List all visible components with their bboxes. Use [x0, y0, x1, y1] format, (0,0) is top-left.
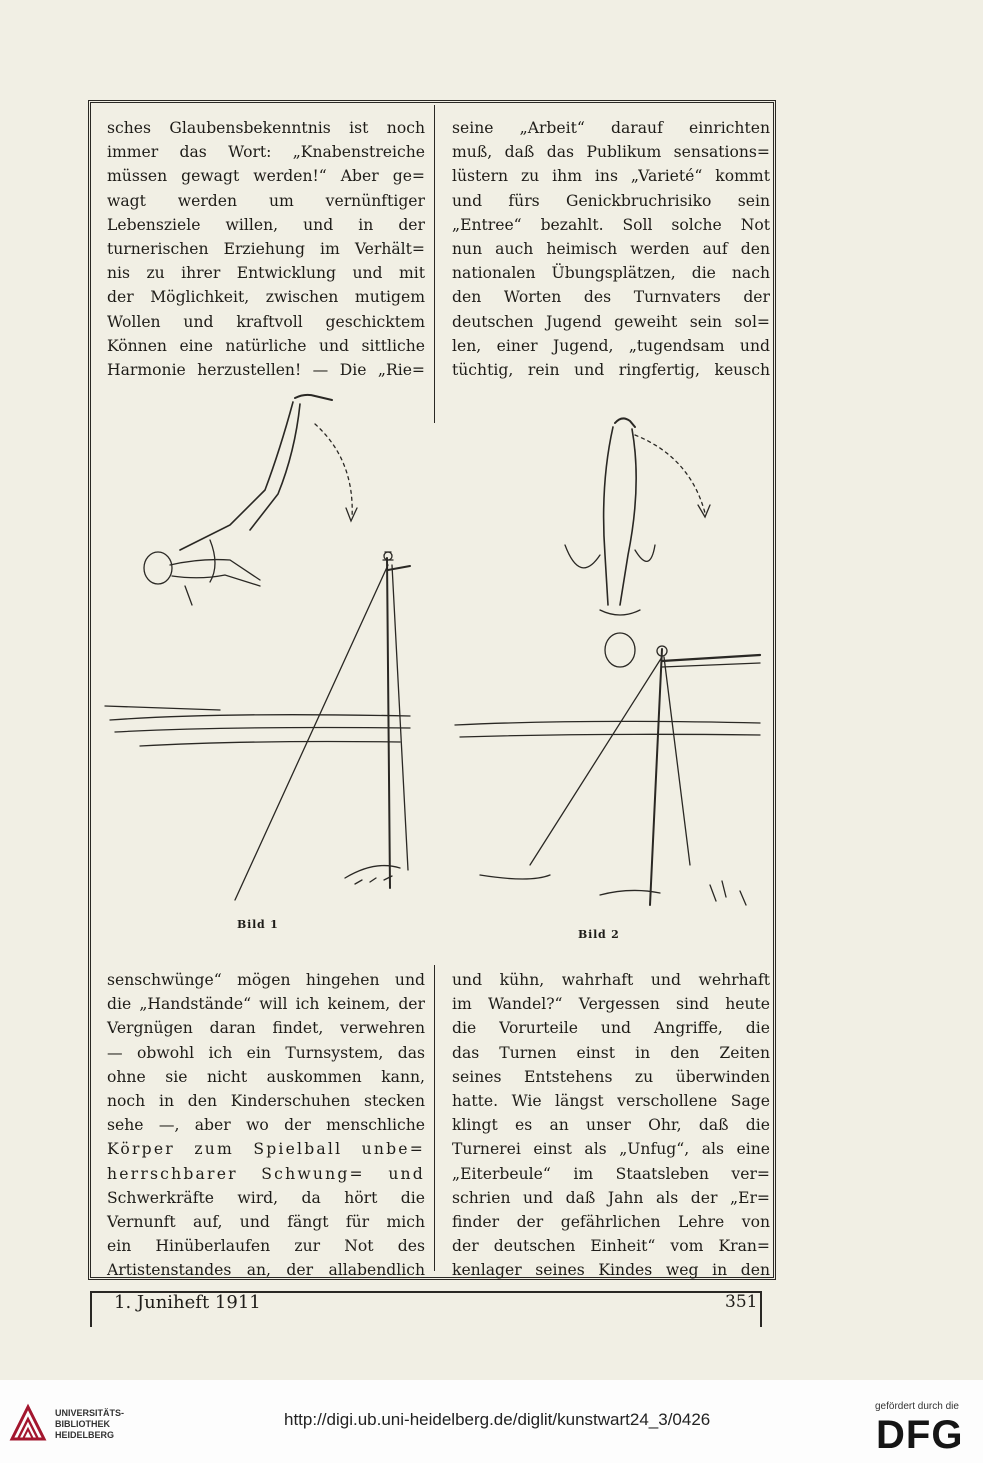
text-line: „Entree“ bezahlt. Soll solche Not	[452, 215, 770, 234]
figure-caption-2: Bild 2	[578, 928, 620, 941]
column-divider-bottom	[434, 965, 435, 1271]
text-column-left-top	[107, 116, 425, 382]
text-column-left-bottom	[107, 968, 425, 1283]
text-line: die Vorurteile und Angriffe, die	[452, 1019, 770, 1038]
library-name-line: HEIDELBERG	[55, 1430, 115, 1440]
column-divider-top	[434, 105, 435, 423]
text-line: muß, daß das Publikum sensations=	[452, 143, 770, 162]
university-library-logo-icon	[8, 1403, 48, 1443]
text-line: nun auch heimisch werden auf den	[452, 240, 770, 259]
source-url-link[interactable]: http://digi.ub.uni-heidelberg.de/diglit/kunstwart24_3/0426	[284, 1410, 711, 1429]
text-line: Vergnügen daran findet, verwehren	[107, 1019, 425, 1038]
text-line: immer das Wort: „Knabenstreiche	[107, 143, 425, 162]
text-line: Körper zum Spielball unbe=	[107, 1140, 425, 1159]
dfg-logo: DFG	[876, 1413, 964, 1457]
text-line: der Möglichkeit, zwischen mutigem	[107, 288, 425, 307]
text-line: sches Glaubensbekenntnis ist noch	[107, 119, 425, 137]
university-library-name	[55, 1408, 124, 1441]
text-line: klingt es an unser Ohr, daß die	[452, 1116, 770, 1135]
text-line: turnerischen Erziehung im Verhält=	[107, 240, 425, 259]
text-line: nis zu ihrer Entwicklung und mit	[107, 264, 425, 283]
text-line: herrschbarer Schwung= und	[107, 1164, 425, 1183]
library-name-line: UNIVERSITÄTS-	[55, 1408, 125, 1418]
page-number: 351	[725, 1292, 758, 1312]
text-line: — obwohl ich ein Turnsystem, das	[107, 1043, 425, 1062]
text-line: der deutschen Einheit“ vom Kran=	[452, 1237, 770, 1256]
text-line: len, einer Jugend, „tugendsam und	[452, 336, 770, 355]
text-line: „Eiterbeule“ im Staatsleben ver=	[452, 1164, 770, 1183]
text-column-right-bottom	[452, 968, 770, 1283]
text-line: kenlager seines Kindes weg in den	[452, 1261, 770, 1280]
text-line: seines Entstehens zu überwinden	[452, 1067, 770, 1086]
issue-label: 1. Juniheft 1911	[114, 1292, 261, 1313]
text-line: Wollen und kraftvoll geschicktem	[107, 312, 425, 331]
text-line: finder der gefährlichen Lehre von	[452, 1213, 770, 1232]
text-line: lüstern zu ihm ins „Varieté“ kommt	[452, 167, 770, 186]
text-line: noch in den Kinderschuhen stecken	[107, 1092, 425, 1111]
text-line: im Wandel?“ Vergessen sind heute	[452, 995, 770, 1014]
text-line: senschwünge“ mögen hingehen und	[107, 971, 425, 989]
text-line: die „Handstände“ will ich keinem, der	[107, 995, 425, 1014]
text-line: deutschen Jugend geweiht sein sol=	[452, 312, 770, 331]
text-line: wagt werden um vernünftiger	[107, 191, 425, 210]
text-line: schrien und daß Jahn als der „Er=	[452, 1188, 770, 1207]
text-line: müssen gewagt werden!“ Aber ge=	[107, 167, 425, 186]
text-line: ohne sie nicht auskommen kann,	[107, 1067, 425, 1086]
text-line: Artistenstandes an, der allabendlich	[107, 1261, 425, 1280]
text-line: Können eine natürliche und sittliche	[107, 336, 425, 355]
text-line: nationalen Übungsplätzen, die nach	[452, 264, 770, 283]
text-line: hatte. Wie längst verschollene Sage	[452, 1092, 770, 1111]
text-line: Harmonie herzustellen! — Die „Rie=	[107, 361, 425, 380]
gymnast-illustration-2	[450, 405, 770, 925]
text-column-right-top	[452, 116, 770, 382]
figure-caption-1: Bild 1	[237, 918, 279, 931]
text-line: und kühn, wahrhaft und wehrhaft	[452, 971, 770, 989]
text-line: das Turnen einst in den Zeiten	[452, 1043, 770, 1062]
text-line: Lebensziele willen, und in der	[107, 215, 425, 234]
text-line: den Worten des Turnvaters der	[452, 288, 770, 307]
text-line: ein Hinüberlaufen zur Not des	[107, 1237, 425, 1256]
text-line: Turnerei einst als „Unfug“, als eine	[452, 1140, 770, 1159]
text-line: Vernunft auf, und fängt für mich	[107, 1213, 425, 1232]
text-line: Schwerkräfte wird, da hört die	[107, 1188, 425, 1207]
text-line: seine „Arbeit“ darauf einrichten	[452, 119, 770, 137]
gymnast-illustration-1	[100, 390, 420, 910]
funding-note: gefördert durch die	[875, 1401, 959, 1412]
text-line: tüchtig, rein und ringfertig, keusch	[452, 361, 770, 380]
text-line: sehe —, aber wo der menschliche	[107, 1116, 425, 1135]
library-name-line: BIBLIOTHEK	[55, 1419, 110, 1429]
text-line: und fürs Genickbruchrisiko sein	[452, 191, 770, 210]
